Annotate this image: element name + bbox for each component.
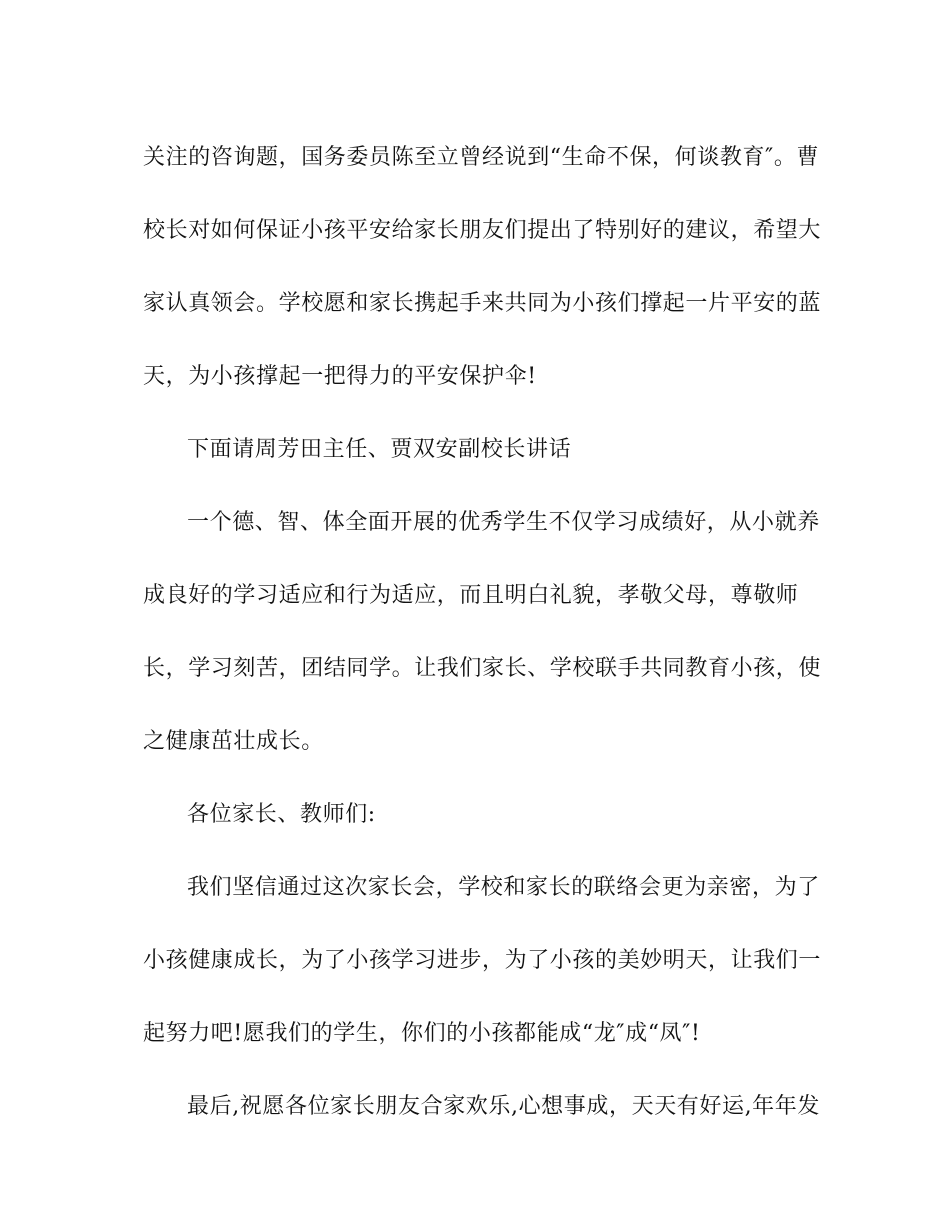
text-line: 最后,祝愿各位家长朋友合家欢乐,心想事成，天天有好运,年年发 bbox=[187, 1094, 820, 1119]
text-line: 校长对如何保证小孩平安给家长朋友们提出了特别好的建议，希望大 bbox=[143, 218, 822, 243]
paragraph-closing-wishes bbox=[143, 1070, 823, 1143]
text-line: 一个德、智、体全面开展的优秀学生不仅学习成绩好，从小就养 bbox=[187, 510, 820, 535]
text-line: 我们坚信通过这次家长会，学校和家长的联络会更为亲密，为了 bbox=[187, 875, 820, 900]
text-line: 家认真领会。学校愿和家长携起手来共同为小孩们撑起一片平安的蓝 bbox=[143, 291, 822, 316]
text-line: 起努力吧!愿我们的学生，你们的小孩都能成“龙″成“凤″! bbox=[143, 1021, 701, 1046]
text-line: 下面请周芳田主任、贾双安副校长讲话 bbox=[187, 437, 572, 462]
paragraph-salutation bbox=[143, 778, 823, 851]
document-body bbox=[143, 121, 823, 1143]
text-line: 关注的咨询题，国务委员陈至立曾经说到“生命不保，何谈教育″。曹 bbox=[143, 145, 820, 170]
paragraph-speaker-intro bbox=[143, 413, 823, 486]
paragraph-student-quality bbox=[143, 486, 823, 778]
paragraph-safety bbox=[143, 121, 823, 413]
paragraph-belief bbox=[143, 851, 823, 1070]
text-line: 长，学习刻苦，团结同学。让我们家长、学校联手共同教育小孩，使 bbox=[143, 656, 822, 681]
text-line: 成良好的学习适应和行为适应，而且明白礼貌，孝敬父母，尊敬师 bbox=[143, 583, 799, 608]
text-line: 小孩健康成长，为了小孩学习进步，为了小孩的美妙明天，让我们一 bbox=[143, 948, 822, 973]
text-line: 各位家长、教师们: bbox=[187, 802, 376, 827]
text-line: 之健康茁壮成长。 bbox=[143, 729, 324, 754]
text-line: 天，为小孩撑起一把得力的平安保护伞! bbox=[143, 364, 537, 389]
